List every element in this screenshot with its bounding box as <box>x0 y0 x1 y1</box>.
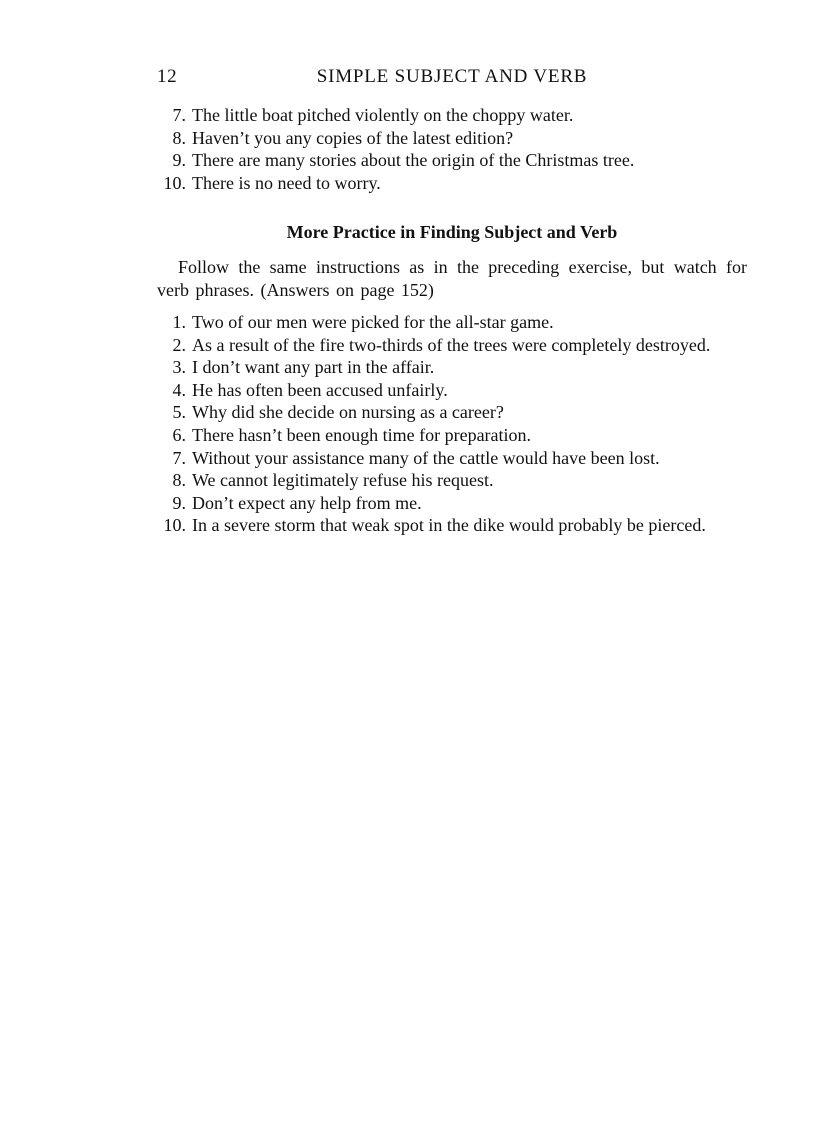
item-number: 7. <box>172 105 186 125</box>
item-text: In a severe storm that weak spot in the dike would probably be pierced. <box>192 515 706 536</box>
item-text: We cannot legitimately refuse his request. <box>192 470 494 491</box>
list-item <box>157 356 747 379</box>
item-number: 10. <box>163 172 186 193</box>
item-text: As a result of the fire two-thirds of the trees were completely destroyed. <box>192 334 711 355</box>
item-number: 1. <box>172 312 186 332</box>
practice-list <box>157 311 747 537</box>
item-text: He has often been accused unfairly. <box>192 379 448 400</box>
item-number: 9. <box>172 150 186 171</box>
running-title: SIMPLE SUBJECT AND VERB <box>316 66 588 87</box>
item-text: Why did she decide on nursing as a career? <box>192 402 504 423</box>
item-number: 8. <box>172 127 186 148</box>
list-item <box>157 334 747 357</box>
item-text: There are many stories about the origin of the Christmas tree. <box>192 150 635 171</box>
list-item <box>157 127 747 150</box>
item-number: 5. <box>172 402 186 423</box>
list-item <box>157 104 747 127</box>
list-item <box>157 514 747 537</box>
section-heading: More Practice in Finding Subject and Verb <box>286 222 618 242</box>
list-item <box>157 172 747 195</box>
item-text: I don’t want any part in the affair. <box>192 357 435 378</box>
item-text: Don’t expect any help from me. <box>192 492 422 513</box>
section-instructions: Follow the same instructions as in the preceding exercise, but watch for verb phrases. (Answers on page 152) <box>157 257 747 300</box>
item-text: Haven’t you any copies of the latest edition? <box>192 127 514 148</box>
list-item <box>157 401 747 424</box>
list-item <box>157 379 747 402</box>
running-head <box>157 66 747 92</box>
item-number: 3. <box>172 357 186 378</box>
item-text: Without your assistance many of the cattle would have been lost. <box>192 447 660 468</box>
list-item <box>157 492 747 515</box>
exercise-continued-list <box>157 104 747 194</box>
item-number: 6. <box>172 424 186 445</box>
item-text: The little boat pitched violently on the choppy water. <box>192 105 574 125</box>
list-item <box>157 447 747 470</box>
list-item <box>157 469 747 492</box>
page-number: 12 <box>157 66 178 87</box>
item-number: 2. <box>172 334 186 355</box>
item-number: 7. <box>172 447 186 468</box>
list-item <box>157 424 747 447</box>
list-item <box>157 311 747 334</box>
item-number: 8. <box>172 470 186 491</box>
item-text: There is no need to worry. <box>192 172 381 193</box>
item-number: 4. <box>172 379 186 400</box>
list-item <box>157 149 747 172</box>
item-number: 10. <box>163 515 186 536</box>
item-text: Two of our men were picked for the all-star game. <box>192 312 554 332</box>
item-text: There hasn’t been enough time for preparation. <box>192 424 532 445</box>
item-number: 9. <box>172 492 186 513</box>
